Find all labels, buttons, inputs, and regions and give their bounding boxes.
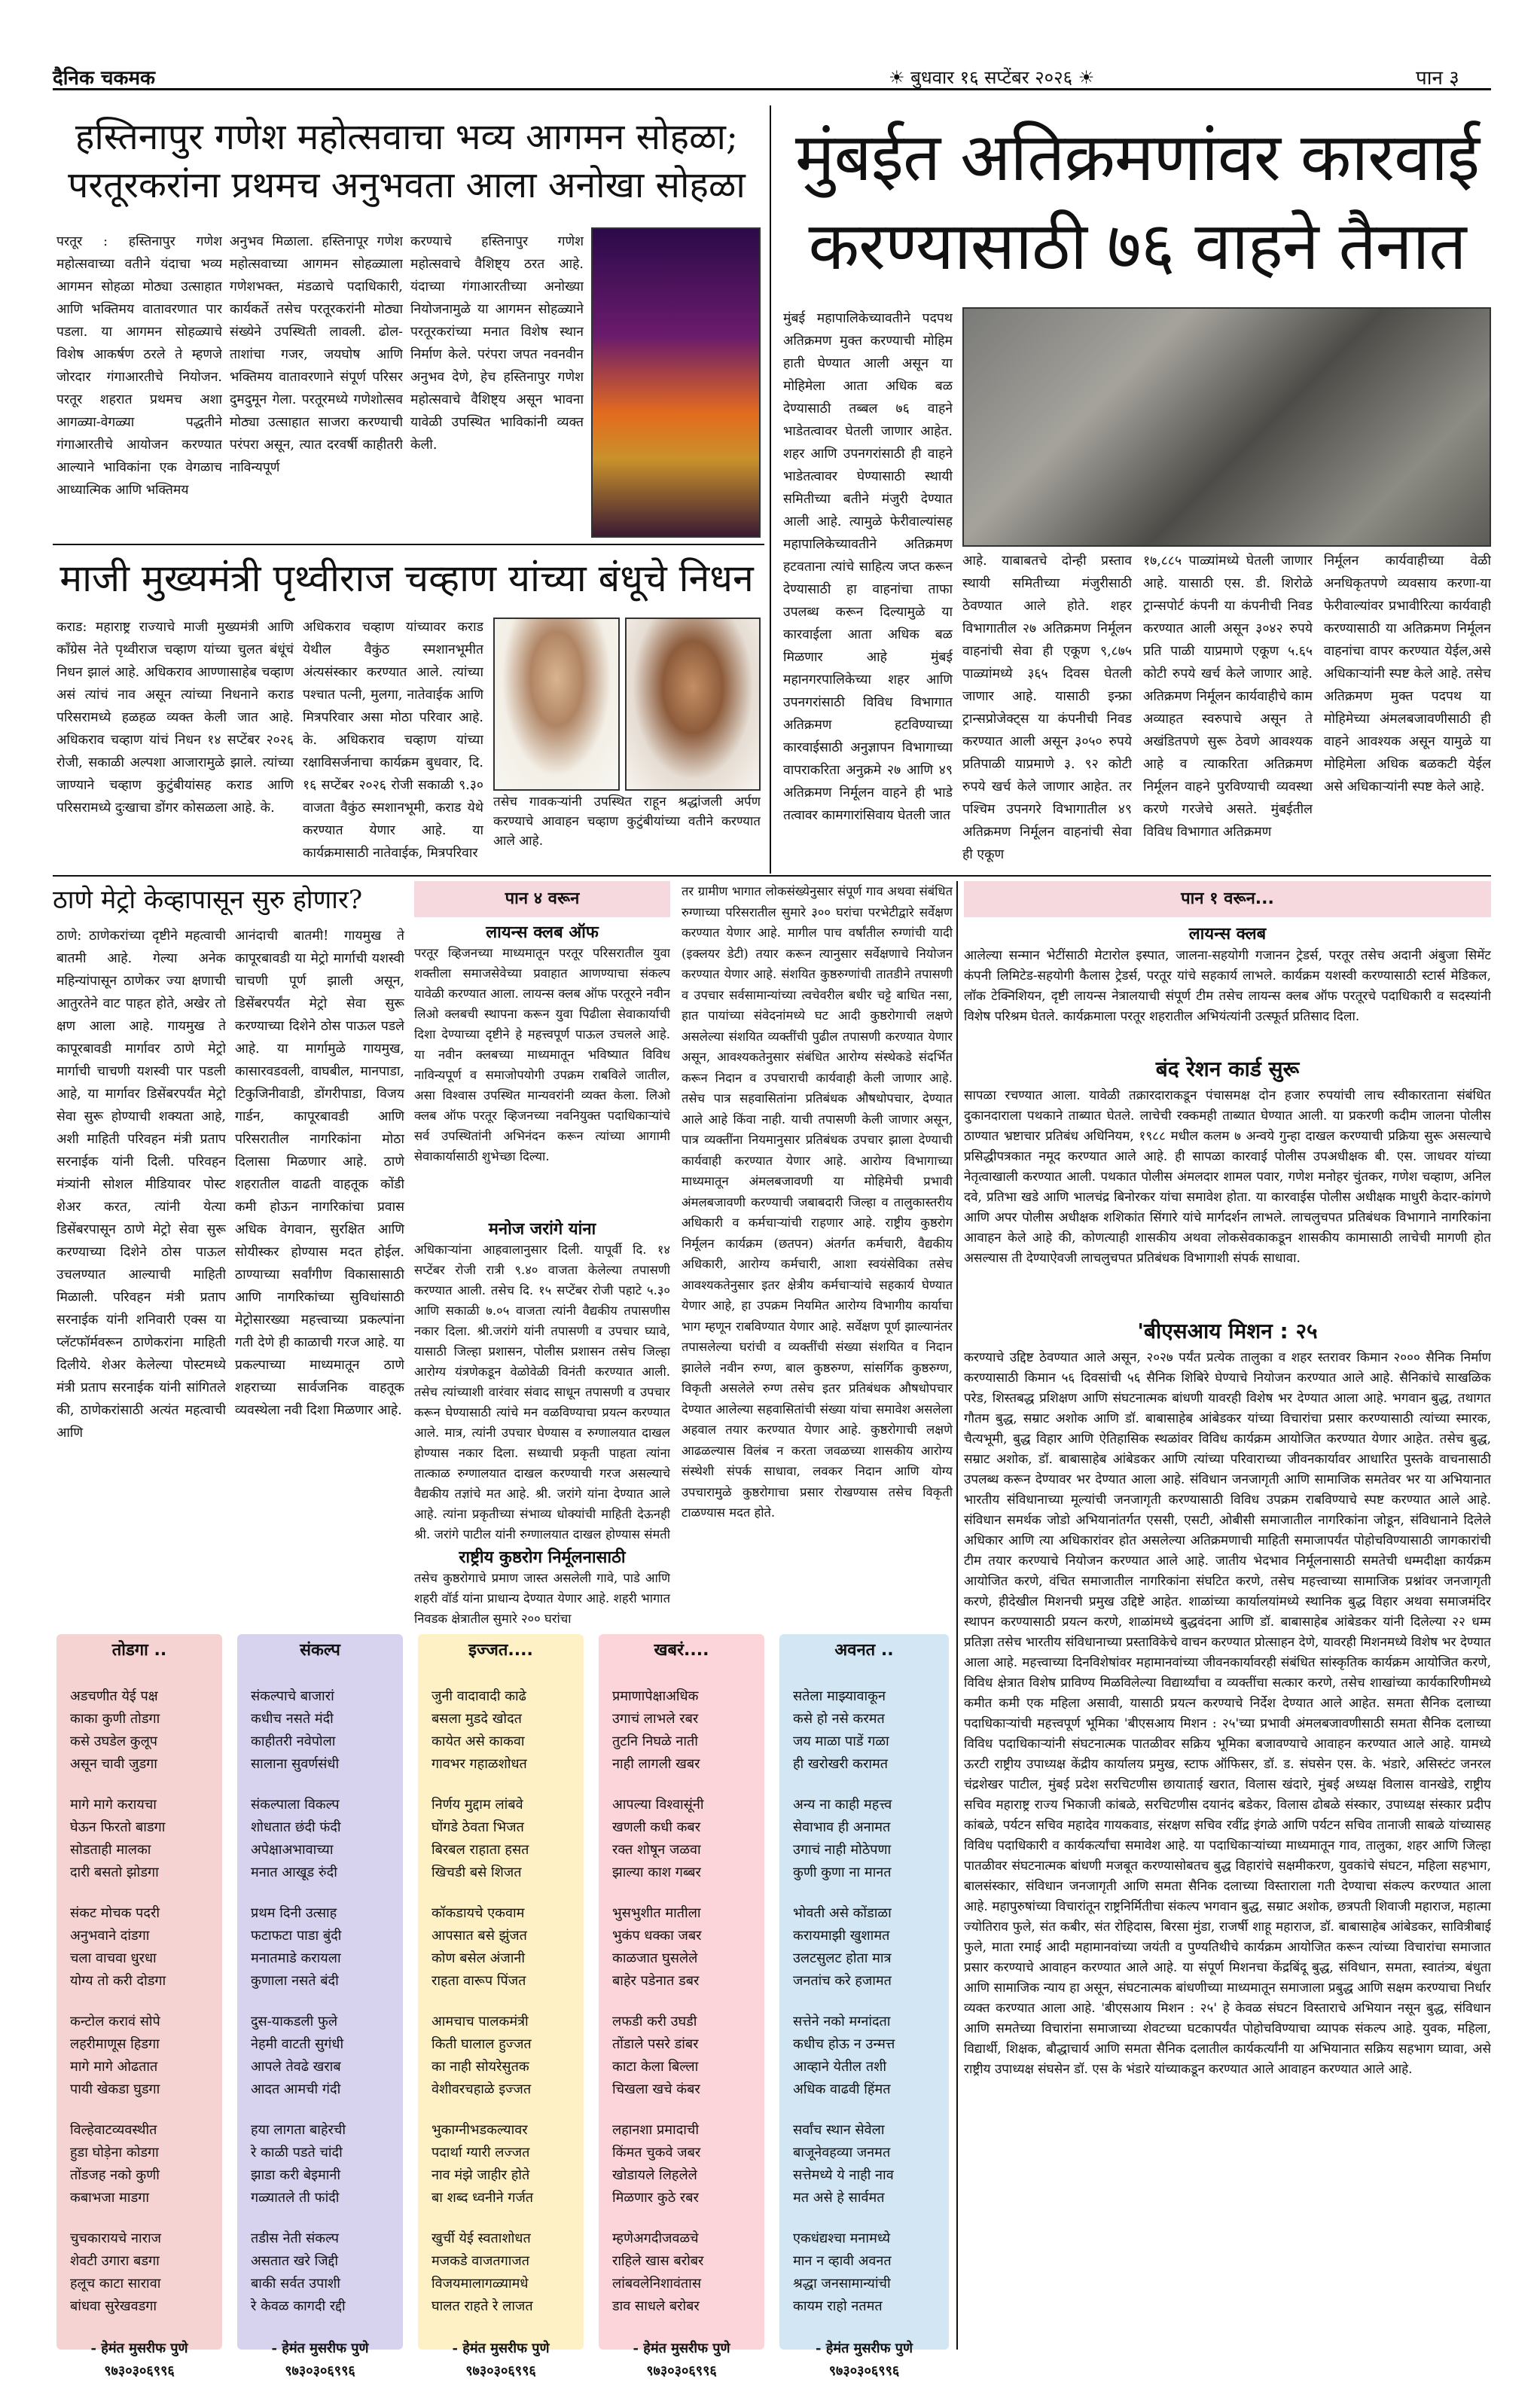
poem-stanza: खुर्ची येई स्वताशोधत मजकडे वाजतगाजत विजयमालागळ्यामधे घालत राहते रे लाजत: [432, 2231, 533, 2314]
poem-stanza: अडचणीत येई पक्ष काका कुणी तोडगा कसे उघडेल कुलूप असून चावी जुडगा: [70, 1688, 160, 1772]
poem-stanza: भुकाग्नीभडकल्यावर पदार्था ग्यारी लज्जत नाव मंझे जाहीर होते बा शब्द ध्वनीने गर्जत: [432, 2122, 534, 2206]
cont-page1-label: पान १ वरून...: [1181, 889, 1274, 908]
ganesh-col-3: करण्याचे हस्तिनापुर गणेश महोत्सवाचे वैशिष्ट्य ठरत आहे. यंदाच्या गंगाआरतीच्या अनोख्या नियोजनामुळे या आगमन सोहळ्याने परतूरकरांच्या मनात विशेष स्थान निर्माण केले. परंपरा जपत नवनवीन अनुभव देणे, हेच हस्तिनापुर गणेश महोत्सवाचे वैशिष्ट्य असून भावना यावेळी उपस्थित भाविकांनी व्यक्त केली.: [410, 234, 584, 453]
poem-stanza: आमचाच पालकमंत्री किती घालाल हुज्जत का नाही सोयरेसुतक वेशीवरचहाळे इज्जत: [432, 2014, 532, 2097]
poem-stanza: तडीस नेती संकल्प असतात खरे जिद्दी बाकी सर्वत उपाशी रे केवळ कागदी रद्दी: [251, 2231, 346, 2314]
lions-club-text: आलेल्या सन्मान भेटींसाठी मेटारोल इस्पात, जालना-सहयोगी गजानन ट्रेडर्स, परतूर तसेच अदानी अंबुजा सिमेंट कंपनी लिमिटेड-सहयोगी कैलास ट्रेडर्स, परतूर यांचे सहकार्य लाभले. कार्यक्रम यशस्वी करण्यासाठी स्टार्स मेडिकल, लॉक टेक्निशियन, दृष्टी लायन्स नेत्रालयाची संपूर्ण टीम तसेच लायन्स क्लब ऑफ परतूरचे पदाधिकारी व सदस्यांनी विशेष परिश्रम घेतले. कार्यक्रमाला परतूर शहरातील अभियंत्यांनी उत्स्फूर्त प्रतिसाद दिला.: [964, 948, 1491, 1024]
issue-date: ☀ बुधवार १६ सप्टेंबर २०२६ ☀: [889, 67, 1095, 88]
lions-club-title: लायन्स क्लब: [1188, 925, 1267, 944]
poem-khabar: [599, 1634, 764, 2379]
poem-title: इज्जत....: [468, 1641, 533, 1660]
jarange-title: मनोज जरांगे यांना: [488, 1220, 596, 1239]
column-divider: [956, 881, 958, 2350]
newspaper-name: दैनिक चकमक: [53, 67, 155, 90]
prithviraj-chavan-photo: [493, 618, 620, 791]
ganesh-col-1: परतूर : हस्तिनापुर गणेश महोत्सवाच्या वतीने यंदाचा भव्य आगमन सोहळा मोठ्या उत्साहात आणि भक्तिमय वातावरणात पार पडला. या आगमन सोहळ्याचे विशेष आकर्षण ठरले ते म्हणजे जोरदार गंगाआरतीचे नियोजन. परतूर शहरात प्रथमच अशा आगळ्या-वेगळ्या पद्धतीने गंगाआरतीचे आयोजन करण्यात आल्याने भाविकांना एक वेगळाच आध्यात्मिक आणि भक्तिमय: [56, 234, 222, 498]
poem-stanza: भुसभुशीत मातीला भुकंप धक्का जबर काळजात घुसलेले बाहेर पडेनात डबर: [612, 1905, 702, 1989]
poem-stanza: जुनी वादावादी काढे बसला मुडदे खोदत कायेत असे काकवा गावभर गहाळशोधत: [432, 1688, 527, 1772]
metro-col-1: ठाणे: ठाणेकरांच्या दृष्टीने महत्वाची बातमी आहे. गेल्या अनेक महिन्यांपासून ठाणेकर ज्या क्षणाची आतुरतेने वाट पाहत होते, अखेर तो क्षण आला आहे. गायमुख ते कापूरबावडी मार्गावर ठाणे मेट्रो मार्गाची चाचणी यशस्वी पार पडली आहे, या मार्गावर डिसेंबरपर्यंत मेट्रो सेवा सुरू होण्याची शक्यता आहे, अशी माहिती परिवहन मंत्री प्रताप सरनाईक यांनी दिली. परिवहन मंत्र्यांनी सोशल मीडियावर पोस्ट शेअर करत, त्यांनी येत्या डिसेंबरपासून ठाणे मेट्रो सेवा सुरू करण्याच्या दिशेने ठोस पाऊल उचलण्यात आल्याची माहिती मिळाली. परिवहन मंत्री प्रताप सरनाईक यांनी शनिवारी एक्स या प्लॅटफॉर्मवरून ठाणेकरांना माहिती दिलीये. शेअर केलेल्या पोस्टमध्ये मंत्री प्रताप सरनाईक यांनी सांगितले की, ठाणेकरांसाठी अत्यंत महत्वाची आणि: [56, 929, 226, 1441]
poem-todga: [56, 1634, 222, 2379]
poem-stanza: मागे मागे करायचा घेऊन फिरतो बाडगा सोडताही मालका दारी बसतो झोडगा: [70, 1797, 166, 1880]
ganesh-headline: [53, 113, 761, 209]
ganesh-headline-line1: हस्तिनापुर गणेश महोत्सवाचा भव्य आगमन सोहळा;: [75, 116, 739, 158]
column-divider: [770, 105, 771, 874]
poem-stanza: प्रमाणापेक्षाअधिक उगाचं लाभले रबर तुटनि निघळे नाती नाही लागली खबर: [612, 1688, 700, 1772]
leprosy-continued-text: तर ग्रामीण भागात लोकसंख्येनुसार संपूर्ण गाव अथवा संबंधित रुग्णाच्या परिसरातील सुमारे ३०० घरांचा परभेटीद्वारे सर्वेक्षण करण्यात येणार आहे. मागील पाच वर्षांतील रुग्णांची यादी (इक्लयर डेटी) तयार करून त्यानुसार सर्वेक्षणाचे नियोजन करण्यात येणार आहे. संशयित कुष्ठरुग्णांची तातडीने तपासणी व उपचार सर्वसामान्यांच्या त्वचेवरील बधीर चट्टे बाधित नसा, हात पायांच्या संवेदनांमध्ये घट आदी कुष्ठरोगाची लक्षणे असलेल्या संशयित व्यक्तींची पुढील तपासणी करण्यात येणार असून, आवश्यकतेनुसार संबंधित आरोग्य संस्थेकडे संदर्भित करून निदान व उपचाराची कार्यवाही केली जाणार आहे. तसेच पात्र सहवासितांना प्रतिबंधक औषधोपचार, देण्यात आले आहे किंवा नाही. याची तपासणी केली जाणार असून, पात्र व्यक्तींना नियमानुसार प्रतिबंधक उपचार झाला देण्याची कार्यवाही करण्यात येणार आहे. आरोग्य विभागाच्या माध्यमातून अंमलबजावणी या मोहिमेची प्रभावी अंमलबजावणी करण्याची जबाबदारी जिल्हा व तालुकास्तरीय अधिकारी व कर्मचाऱ्यांची राहणार आहे. राष्ट्रीय कुष्ठरोग निर्मूलन कार्यक्रम (छतपन) अंतर्गत कर्मचारी, वैद्यकीय अधिकारी, आरोग्य कर्मचारी, आशा स्वयंसेविका तसेच आवश्यकतेनुसार इतर क्षेत्रीय कर्मचाऱ्यांचे सहकार्य घेण्यात येणार आहे, हा उपक्रम नियमित आरोग्य विभागीय कार्याचा भाग म्हणून राबविण्यात येणार आहे. सर्वेक्षण पूर्ण झाल्यानंतर तपासलेल्या घरांची व व्यक्तींची संख्या संशयित व निदान झालेले नवीन रुग्ण, बाल कुष्ठरुग्ण, सांसर्गिक कुष्ठरुग्ण, विकृती असलेले रुग्ण तसेच इतर प्रतिबंधक औषधोपचार देण्यात आलेल्या सहवासितांची संख्या यांचा समावेश असलेला अहवाल तयार करण्यात येणार आहे. कुष्ठरोगाची लक्षणे आढळल्यास विलंब न करता जवळच्या शासकीय आरोग्य संस्थेशी संपर्क साधावा, लवकर निदान आणि योग्य उपचारामुळे कुष्ठरोगाचा प्रसार रोखण्यास तसेच विकृती टाळण्यास मदत होते.: [682, 884, 953, 1520]
poem-signature: - हेमंत मुसरीफ पुणे ९७३०३०६९९६: [816, 2341, 913, 2379]
mumbai-col-4: निर्मूलन कार्यवाहीच्या वेळी अनधिकृतपणे व्यवसाय करणा-या फेरीवाल्यांवर प्रभावीरित्या कार्यवाही करण्यासाठी या अतिक्रमण निर्मूलन वाहनांचा वापर करण्यात येईल,असे अधिकाऱ्यांनी स्पष्ट केले आहे. तसेच अतिक्रमण मुक्त पदपथ या मोहिमेच्या अंमलबजावणीसाठी ही वाहने आवश्यक असून यामुळे या मोहिमेला अधिक बळकटी येईल असे अधिकाऱ्यांनी स्पष्ट केले आहे.: [1324, 554, 1491, 794]
section-rule: [53, 875, 1491, 877]
metro-headline: ठाणे मेट्रो केव्हापासून सुरु होणार?: [53, 885, 363, 915]
chavan-headline: माजी मुख्यमंत्री पृथ्वीराज चव्हाण यांच्या बंधूचे निधन: [59, 557, 754, 600]
poem-title: तोडगा ..: [111, 1641, 167, 1660]
cont-page4-label: पान ४ वरून: [505, 889, 580, 908]
cont-page4-label-box: [414, 881, 670, 917]
poem-stanza: सतेला माझ्यावाकून कसे हो नसे करमत जय माळा पाडें गळा ही खरोखरी करामत: [793, 1688, 889, 1772]
ganesh-col-2: अनुभव मिळाला. हस्तिनापूर गणेश महोत्सवाच्या आगमन सोहळ्याला गणेशभक्त, मंडळाचे पदाधिकारी, कार्यकर्ते तसेच परतूरकरांनी मोठ्या संख्येने उपस्थिती लावली. ढोल-ताशांचा गजर, जयघोष आणि भक्तिमय वातावरणाने संपूर्ण परिसर दुमदुमून गेला. परतूरमध्ये गणेशोत्सव मोठ्या उत्साहात साजरा करण्याची परंपरा असून, त्यात दरवर्षी काहीतरी नाविन्यपूर्ण: [230, 234, 403, 475]
poem-stanza: एकधंद्यश्चा मनामध्ये मान न व्हावी अवनत श्रद्धा जनसामान्यांची कायम राहो नतमत: [793, 2231, 892, 2314]
adhikrao-chavan-photo: [625, 618, 761, 791]
poem-stanza: कन्टोल करावं सोपे लहरीमाणूस हिडगा मागे मागे ओढतात पायी खेकडा घुडगा: [70, 2014, 160, 2097]
poem-stanza: आपल्या विश्वासूंनी खणली कधी कबर रक्त शोषून जळवा झाल्या काश गब्बर: [612, 1797, 704, 1880]
poem-stanza: भोवती असे कोंडाळा करायमाझी खुशामत उलटसुलट होता मात्र जनतांच करे हजामत: [793, 1905, 892, 1989]
poem-title: खबरं....: [654, 1641, 709, 1660]
lions-title: लायन्स क्लब ऑफ: [486, 923, 599, 942]
page-number: पान ३: [1416, 67, 1459, 90]
poem-stanza: हया लागता बाहेरची रे काळी पडते चांदी झाडा करी बेइमानी गळ्यातले ती फांदी: [251, 2122, 346, 2206]
ration-card-title: बंद रेशन कार्ड सुरू: [1155, 1057, 1300, 1081]
mumbai-col-1: मुंबई महापालिकेच्यावतीने पदपथ अतिक्रमण मुक्त करण्याची मोहिम हाती घेण्यात आली असून या मोहिमेला आता अधिक बळ देण्यासाठी तब्बल ७६ वाहने भाडेतत्वावर घेतली जाणार आहेत. शहर आणि उपनगरांसाठी ही वाहने भाडेतत्वावर घेण्यासाठी स्थायी समितीच्या बतीने मंजुरी देण्यात आली आहे. त्यामुळे फेरीवाल्यांसह महापालिकेच्यावतीने अतिक्रमण हटवताना त्यांचे साहित्य जप्त करून देण्यासाठी हा वाहनांचा ताफा उपलब्ध करून दिल्यामुळे या कारवाईला आता अधिक बळ मिळणार आहे मुंबई महानगरपालिकेच्या शहर आणि उपनगरांसाठी विविध विभागात अतिक्रमण हटविण्याच्या कारवाईसाठी अनुज्ञापन विभागाच्या वापराकरिता अनुक्रमे २७ आणि ४९ अतिक्रमण निर्मूलन वाहने ही भाडे तत्वावर कामगारांसिवाय घेतली जात: [783, 311, 953, 823]
poem-signature: - हेमंत मुसरीफ पुणे ९७३०३०६९९६: [452, 2341, 550, 2379]
poem-sankalp: [237, 1634, 403, 2379]
poem-stanza: लहानशा प्रमादाची किंमत चुकवे जबर खोडायले लिहलेले मिळणार कुठे रबर: [612, 2122, 701, 2206]
poem-stanza: संकल्पाला विकल्प शोधतात छंदी फंदी अपेक्षाअभावाच्या मनात आखूड रुंदी: [251, 1797, 341, 1880]
mumbai-col-3: १७,८८५ पाळ्यांमध्ये घेतली जाणार आहे. यासाठी एस. डी. शिरोळे ट्रान्सपोर्ट कंपनी या कंपनीची निवड करण्यात आली असून ३०४२ रुपये प्रति पाळी याप्रमाणे एकूण ५.६५ कोटी रुपये खर्च केले जाणार आहे. अतिक्रमण निर्मूलन कार्यवाहीचे काम अव्याहत स्वरुपाचे असून ते अखंडितपणे सुरू ठेवणे आवश्यक आहे व त्याकरिता अतिक्रमण निर्मूलन वाहने पुरविण्याची व्यवस्था करणे गरजेचे असते. मुंबईतील विविध विभागात अतिक्रमण: [1143, 554, 1313, 840]
chavan-col-2: अधिकराव चव्हाण यांच्यावर कराड येथील वैकुंठ स्मशानभूमीत अंत्यसंस्कार करण्यात आले. त्यांच्या पश्चात पत्नी, मुलगा, नातेवाईक आणि मित्रपरिवार असा मोठा परिवार आहे. के. अधिकराव चव्हाण यांच्या रक्षाविसर्जनाचा कार्यक्रम बुधवार, दि. १६ सप्टेंबर २०२६ रोजी सकाळी ९.३० वाजता वैकुंठ स्मशानभूमी, कराड येथे करण्यात येणार आहे. या कार्यक्रमासाठी नातेवाईक, मित्रपरिवार: [303, 620, 483, 861]
ration-card-text: सापळा रचण्यात आला. यावेळी तक्रारदाराकडून पंचासमक्ष दोन हजार रुपयांची लाच स्वीकारताना संबंधित दुकानदाराला पथकाने ताब्यात घेतले. लाचेची रक्कमही ताब्यात घेण्यात आली. या प्रकरणी कदीम जालना पोलीस ठाण्यात भ्रष्टाचार प्रतिबंध अधिनियम, १९८८ मधील कलम ७ अन्वये गुन्हा दाखल करण्याची प्रक्रिया सुरू असल्याचे प्रसिद्धीपत्रकात नमूद करण्यात आले आहे. ही सापळा कारवाई पोलीस उपअधीक्षक बी. एस. जाधवर यांच्या नेतृत्वाखाली करण्यात आली. पथकात पोलीस अंमलदार शामल पवार, गणेश मनोहर चुंतकर, गणेश चव्हाण, अनिल दवे, प्रतिभा खडे आणि भालचंद्र बिनोरकर यांचा समावेश होता. या कारवाईस पोलीस अधीक्षक माधुरी केदार-कांगणे आणि अपर पोलीस अधीक्षक शशिकांत सिंगारे यांचे मार्गदर्शन लाभले. लाचलुचपत प्रतिबंधक विभागाने नागरिकांना आवाहन केले आहे की, कोणत्याही शासकीय अथवा लोकसेवकाकडून शासकीय कामासाठी लाचेची मागणी होत असल्यास ती देण्याऐवजी लाचलुचपत प्रतिबंधक विभागाशी संपर्क साधावा.: [964, 1088, 1491, 1266]
poem-stanza: विल्हेवाटव्यवस्थीत हुडा घोड़ेना कोडगा तोंडजह नको कुणी कबाभजा माडगा: [70, 2122, 160, 2206]
mumbai-headline: मुंबईत अतिक्रमणांवर कारवाई करण्यासाठी ७६ वाहने तैनात: [794, 118, 1480, 285]
poem-stanza: संकट मोचक पदरी अनुभवाने दांडगा चला वाचवा धुरधा योग्य तो करी दोडगा: [70, 1905, 166, 1989]
section-rule: [53, 544, 764, 545]
poem-stanza: दुस-याकडली फुले नेहमी वाटती सुगंधी आपले तेवढे खराब आदत आमची गंदी: [251, 2014, 344, 2097]
mumbai-col-2: आहे. याबाबतचे दोन्ही प्रस्ताव स्थायी समितीच्या मंजुरीसाठी ठेवण्यात आले होते. शहर विभागातील २७ अतिक्रमण निर्मूलन वाहनांची सेवा ही एकूण ९,८७५ पाळ्यांमध्ये ३६५ दिवस घेतली जाणार आहे. यासाठी इन्फ्रा ट्रान्सप्रोजेक्ट्स या कंपनीची निवड करण्यात आली असून ३०५० रुपये प्रतिपाळी याप्रमाणे ३. ९२ कोटी रुपये खर्च केले जाणार आहेत. तर पश्चिम उपनगरे विभागातील ४९ अतिक्रमण निर्मूलन वाहनांची सेवा ही एकूण: [962, 554, 1132, 862]
poem-stanza: सत्तेने नको मग्नांदता कधीच होऊ न उन्मत्त आव्हाने येतील तशी अधिक वाढवी हिंमत: [793, 2014, 895, 2097]
ganesh-idol-photo: [591, 227, 761, 538]
metro-col-2: आनंदाची बातमी! गायमुख ते कापूरबावडी या मेट्रो मार्गाची यशस्वी चाचणी पूर्ण झाली असून, डिसेंबरपर्यंत मेट्रो सेवा सुरू करण्याच्या दिशेने ठोस पाऊल पडले आहे. या मार्गामुळे गायमुख, कासारवडवली, वाघबील, मानपाडा, टिकुजिनीवाडी, डोंगरीपाडा, विजय गार्डन, कापूरबावडी आणि परिसरातील नागरिकांना मोठा दिलासा मिळणार आहे. ठाणे शहरातील वाढती वाहतूक कोंडी कमी होऊन नागरिकांचा प्रवास अधिक वेगवान, सुरक्षित आणि सोयीस्कर होण्यास मदत होईल. ठाण्याच्या सर्वांगीण विकासासाठी आणि नागरिकांच्या सुविधांसाठी मेट्रोसारख्या महत्त्वाच्या प्रकल्पांना गती देणे ही काळाची गरज आहे. या प्रकल्पाच्या माध्यमातून ठाणे शहराच्या सार्वजनिक वाहतूक व्यवस्थेला नवी दिशा मिळणार आहे.: [235, 929, 404, 1418]
poem-stanza: लफडी करी उघडी तोंडाले पसरे डांबर काटा केला बिल्ला चिखला खचे कंबर: [612, 2014, 700, 2097]
poem-stanza: निर्णय मुद्दाम लांबवे घोंगडे ठेवता भिजत बिरबल राहाता हसत खिचडी बसे शिजत: [432, 1797, 529, 1880]
poem-avanat: [779, 1634, 949, 2379]
ganesh-headline-line2: परतूरकरांना प्रथमच अनुभवता आला अनोखा सोहळा: [68, 164, 746, 206]
poem-title: अवनत ..: [834, 1641, 894, 1660]
poem-signature: - हेमंत मुसरीफ पुणे ९७३०३०६९९६: [90, 2341, 188, 2379]
poem-signature: - हेमंत मुसरीफ पुणे ९७३०३०६९९६: [633, 2341, 730, 2379]
leprosy-title: राष्ट्रीय कुष्ठरोग निर्मूलनासाठी: [459, 1548, 626, 1567]
cont-page1-label-box: [964, 881, 1491, 917]
jarange-text: अधिकाऱ्यांना आहवालानुसार दिली. यापूर्वी दि. १४ सप्टेंबर रोजी रात्री ९.४० वाजता केलेल्या तपासणी करण्यात आली. तसेच दि. १५ सप्टेंबर रोजी पहाटे ५.३० आणि सकाळी ७.०५ वाजता त्यांनी वैद्यकीय तपासणीस नकार दिला. श्री.जरांगे यांनी तपासणी व उपचार घ्यावे, यासाठी जिल्हा प्रशासन, पोलीस प्रशासन तसेच जिल्हा आरोग्य यंत्रणेकडून वेळोवेळी विनंती करण्यात आली. तसेच त्यांच्याशी वारंवार संवाद साधून तपासणी व उपचार करून घेण्यासाठी त्यांचे मन वळविण्याचा प्रयत्न करण्यात आले. मात्र, त्यांनी उपचार घेण्यास व रुग्णालयात दाखल होण्यास नकार दिला. सध्याची प्रकृती पाहता त्यांना तात्काळ रुग्णालयात दाखल करण्याची गरज असल्याचे वैद्यकीय तज्ञांचे मत आहे. श्री. जरांगे यांना देण्यात आले आहे. त्यांना प्रकृतीच्या संभाव्य धोक्यांची माहिती देऊनही श्री. जरांगे पाटील यांनी रुग्णालयात दाखल होण्यास संमती: [414, 1243, 670, 1541]
lions-text: परतूर व्हिजनच्या माध्यमातून परतूर परिसरातील युवा शक्तीला समाजसेवेच्या प्रवाहात आणण्याचा संकल्प यावेळी करण्यात आला. लायन्स क्लब ऑफ परतूरने नवीन लिओ क्लबची स्थापना करून युवा पिढीला सेवाकार्याची दिशा देण्याच्या दृष्टीने हे महत्त्वपूर्ण पाऊल उचलले आहे. या नवीन क्लबच्या माध्यमातून भविष्यात विविध नाविन्यपूर्ण व समाजोपयोगी उपक्रम राबविले जातील, असा विश्वास उपस्थित मान्यवरांनी व्यक्त केला. लिओ क्लब ऑफ परतूर व्हिजनच्या नवनियुक्त पदाधिकाऱ्यांचे सर्व उपस्थितांनी अभिनंदन करून त्यांच्या आगामी सेवाकार्यासाठी शुभेच्छा दिल्या.: [414, 946, 670, 1163]
poem-izzat: [418, 1634, 584, 2379]
poem-stanza: सर्वांच स्थान सेवेला बाजूनेवहव्या जनमत सत्तेमध्ये ये नाही नाव मत असे हे सार्वमत: [793, 2122, 894, 2206]
masthead-rule: [53, 60, 1491, 90]
poem-stanza: प्रथम दिनी उत्साह फटाफटा पाडा बुंदी मनातमाडे करायला कुणाला नसते बंदी: [251, 1905, 342, 1989]
bsi-mission-text: करण्याचे उद्दिष्ट ठेवण्यात आले असून, २०२७ पर्यंत प्रत्येक तालुका व शहर स्तरावर किमान २००० सैनिक निर्माण करण्यासाठी किमान ५६ दिवसांची ५६ सैनिक शिबिरे घेण्याचे नियोजन करण्यात आले आहे. सैनिकांचे साखळिक परेड, शिस्तबद्ध प्रशिक्षण आणि संघटनात्मक बांधणी यावरही विशेष भर देण्यात आला आहे. भगवान बुद्ध, तथागत गौतम बुद्ध, सम्राट अशोक आणि डॉ. बाबासाहेब आंबेडकर यांच्या विचारांचा प्रसार करण्यासाठी त्यांच्या स्मारक, चैत्यभूमी, बुद्ध विहार आणि ऐतिहासिक स्थळांवर विविध कार्यक्रम आयोजित करण्यात येणार आहेत. तसेच बुद्ध, सम्राट अशोक, डॉ. बाबासाहेब आंबेडकर आणि त्यांच्या परिवाराच्या जीवनकार्यावर आधारित पुस्तके वाचनासाठी उपलब्ध करून देण्यावर भर देण्यात आला आहे. संविधान जनजागृती आणि सामाजिक समतेवर भर या अभियानात भारतीय संविधानाच्या मूल्यांची जनजागृती करण्यासाठी विविध उपक्रम राबविण्याचे स्पष्ट करण्यात आले आहे. संविधान समर्थक जोडो अभियानांतर्गत एससी, एसटी, ओबीसी समाजातील नागरिकांना जोडून, संविधानाने दिलेले अधिकार आणि त्या अधिकारांवर होत असलेल्या अतिक्रमणाची माहिती समाजापर्यंत पोहोचविण्यासाठी जागकारांची टीम तयार करण्याचे नियोजन करण्यात आले आहे. जातीय भेदभाव निर्मूलनासाठी समतेची धम्मदीक्षा कार्यक्रम आयोजित करणे, वंचित समाजातील नागरिकांना संघटित करणे, तसेच महत्त्वाच्या सामाजिक प्रश्नांवर जनजागृती करणे, हीदेखील मिशनची प्रमुख उद्दिष्टे आहेत. शाळांच्या कार्यालयांमध्ये स्थानिक बुद्ध विहार अथवा समाजमंदिर स्थापन करण्यासाठी प्रयत्न करणे, शाळांमध्ये बुद्धवंदना आणि डॉ. बाबासाहेब आंबेडकर यांनी दिलेल्या २२ धम्म प्रतिज्ञा तसेच भारतीय संविधानाच्या प्रस्ताविकेचे वाचन करण्यात प्रोत्साहन देणे, यावरही मिशनमध्ये विशेष भर देण्यात आला आहे. महत्त्वाच्या दिनविशेषांवर महामानवांच्या जीवनकार्यावरही संबंधित सांस्कृतिक कार्यक्रम आयोजित करणे, विविध क्षेत्रात विशेष प्राविण्य मिळविलेल्या विद्यार्थ्यांचा व व्यक्तींचा सत्कार करणे, तसेच शाखांच्या कार्यकारिणीमध्ये कमीत कमी एक महिला असावी, यासाठी प्रयत्न करण्याचे निर्देश देण्यात आले आहेत. समता सैनिक दलाच्या पदाधिकाऱ्यांची महत्त्वपूर्ण भूमिका 'बीएसआय मिशन : २५'च्या प्रभावी अंमलबजावणीसाठी समता सैनिक दलाच्या विविध पदाधिकाऱ्यांनी संघटनात्मक पातळीवर सक्रिय भूमिका बजावण्याचे आवाहन करण्यात आले आहे. यामध्ये ऊरटी राष्ट्रीय उपाध्यक्ष केंद्रीय कार्यालय प्रमुख, स्टाफ ऑफिसर, डॉ. ड. संघसेन एस. के. भंडारे, असिस्टंट जनरल चंद्रशेखर पाटील, मुंबई प्रदेश सरचिटणीस छायाताई खरात, विलास खंदारे, मुंबई अध्यक्ष विलास वानखेडे, राष्ट्रीय सचिव महाराष्ट्र राज्य भिकाजी कांबळे, सरचिटणीस दयानंद बडेकर, विलास ढोबळे संस्कार, उपाध्यक्ष संस्कार प्रदीप कांबळे, पर्यटन सचिव महादेव गायकवाड, संरक्षण सचिव रवींद्र इंगळे आणि पर्यटन सचिव तानाजी साबळे यांच्यासह विविध पदाधिकारी व कार्यकर्त्यांचा समावेश आहे. या पदाधिकाऱ्यांच्या माध्यमातून गाव, तालुका, शहर आणि जिल्हा पातळीवर संघटनात्मक बांधणी मजबूत करण्यासोबतच बुद्ध विहारांचे सक्षमीकरण, युवकांचे संघटन, महिला सहभाग, बालसंस्कार, संविधान जनजागृती आणि समता सैनिक दलाच्या विस्ताराला गती देण्याचा संकल्प करण्यात आला आहे. महापुरुषांच्या विचारांतून राष्ट्रनिर्मितीचा संकल्प भगवान बुद्ध, सम्राट अशोक, छत्रपती शिवाजी महाराज, महात्मा ज्योतिराव फुले, संत कबीर, संत रोहिदास, बिरसा मुंडा, राजर्षी शाहू महाराज, डॉ. बाबासाहेब आंबेडकर, सावित्रीबाई फुले, माता रमाई आदी महामानवांच्या जयंती व पुण्यतिथीचे कार्यक्रम आयोजित करून त्यांच्या विचारांचा समाजात प्रसार करण्याचे आवाहन करण्यात आले आहे. या संपूर्ण मिशनचा केंद्रबिंदू बुद्ध, संविधान, समता, स्वातंत्र्य, बंधुता आणि सामाजिक न्याय हा असून, संघटनात्मक बांधणीच्या माध्यमातून समाजाला प्रबुद्ध आणि सक्षम करण्याचा निर्धार व्यक्त करण्यात आला आहे. 'बीएसआय मिशन : २५' हे केवळ संघटन विस्ताराचे अभियान नसून बुद्ध, संविधान आणि समतेच्या विचारांना समाजाच्या शेवटच्या घटकापर्यंत पोहोचविण्याचा व्यापक संकल्प आहे. युवक, महिला, विद्यार्थी, शिक्षक, बौद्धाचार्य आणि समता सैनिक दलातील कार्यकर्त्यांनी या अभियानात सक्रिय सहभाग घ्यावा, असे राष्ट्रीय उपाध्यक्ष संघसेन डॉ. एस के भंडारे यांच्याकडून करण्यात आले आवाहन करण्यात आले आहे.: [964, 1350, 1491, 2077]
poem-stanza: अन्य ना काही महत्त्व सेवाभाव ही अनामत उगाचं नाही मोठेपणा कुणी कुणा ना मानत: [793, 1797, 892, 1880]
poem-title: संकल्प: [300, 1641, 340, 1660]
poem-signature: - हेमंत मुसरीफ पुणे ९७३०३०६९९६: [271, 2341, 369, 2379]
encroachment-truck-photo: [962, 307, 1491, 547]
poem-stanza: म्हणेअगदीजवळचे राहिले खास बरोबर लांबवलेनिशावंतास डाव साधले बरोबर: [612, 2231, 704, 2314]
chavan-caption: तसेच गावकऱ्यांनी उपस्थित राहून श्रद्धांजली अर्पण करण्याचे आवाहन चव्हाण कुटुंबीयांच्या वतीने करण्यात आले आहे.: [493, 794, 761, 849]
leprosy-text: तसेच कुष्ठरोगाचे प्रमाण जास्त असलेली गावे, पाडे आणि शहरी वॉर्ड यांना प्राधान्य देण्यात येणार आहे. शहरी भागात निवडक क्षेत्रातील सुमारे २०० घरांचा: [414, 1571, 670, 1626]
chavan-col-1: कराड: महाराष्ट्र राज्याचे माजी मुख्यमंत्री आणि काँग्रेस नेते पृथ्वीराज चव्हाण यांच्या चुलत बंधूंचं निधन झालं आहे. अधिकराव आण्णासाहेब चव्हाण असं त्यांचं नाव असून त्यांच्या निधनाने कराड परिसरामध्ये हळहळ व्यक्त केली जात आहे. अधिकराव चव्हाण यांचं निधन १४ सप्टेंबर २०२६ रोजी, सकाळी अल्पशा आजारामुळे झाले. त्यांच्या जाण्याने चव्हाण कुटुंबीयांसह कराड आणि परिसरामध्ये दुःखाचा डोंगर कोसळला आहे. के.: [56, 620, 294, 816]
poem-stanza: कॉकडायचे एकवाम आपसात बसे झुंजत कोण बसेल अंजानी राहता वारूप पिंजत: [432, 1905, 527, 1989]
poem-stanza: संकल्पाचे बाजारां कधीच नसते मंदी काहीतरी नवेपोला सालाना सुवर्णसंधी: [251, 1688, 340, 1772]
poem-stanza: चुचकारायचे नाराज शेवटी उगारा बडगा हलूच काटा सारावा बांधवा सुरेखवडगा: [70, 2231, 161, 2314]
bsi-mission-title: 'बीएसआय मिशन : २५: [1137, 1319, 1318, 1343]
